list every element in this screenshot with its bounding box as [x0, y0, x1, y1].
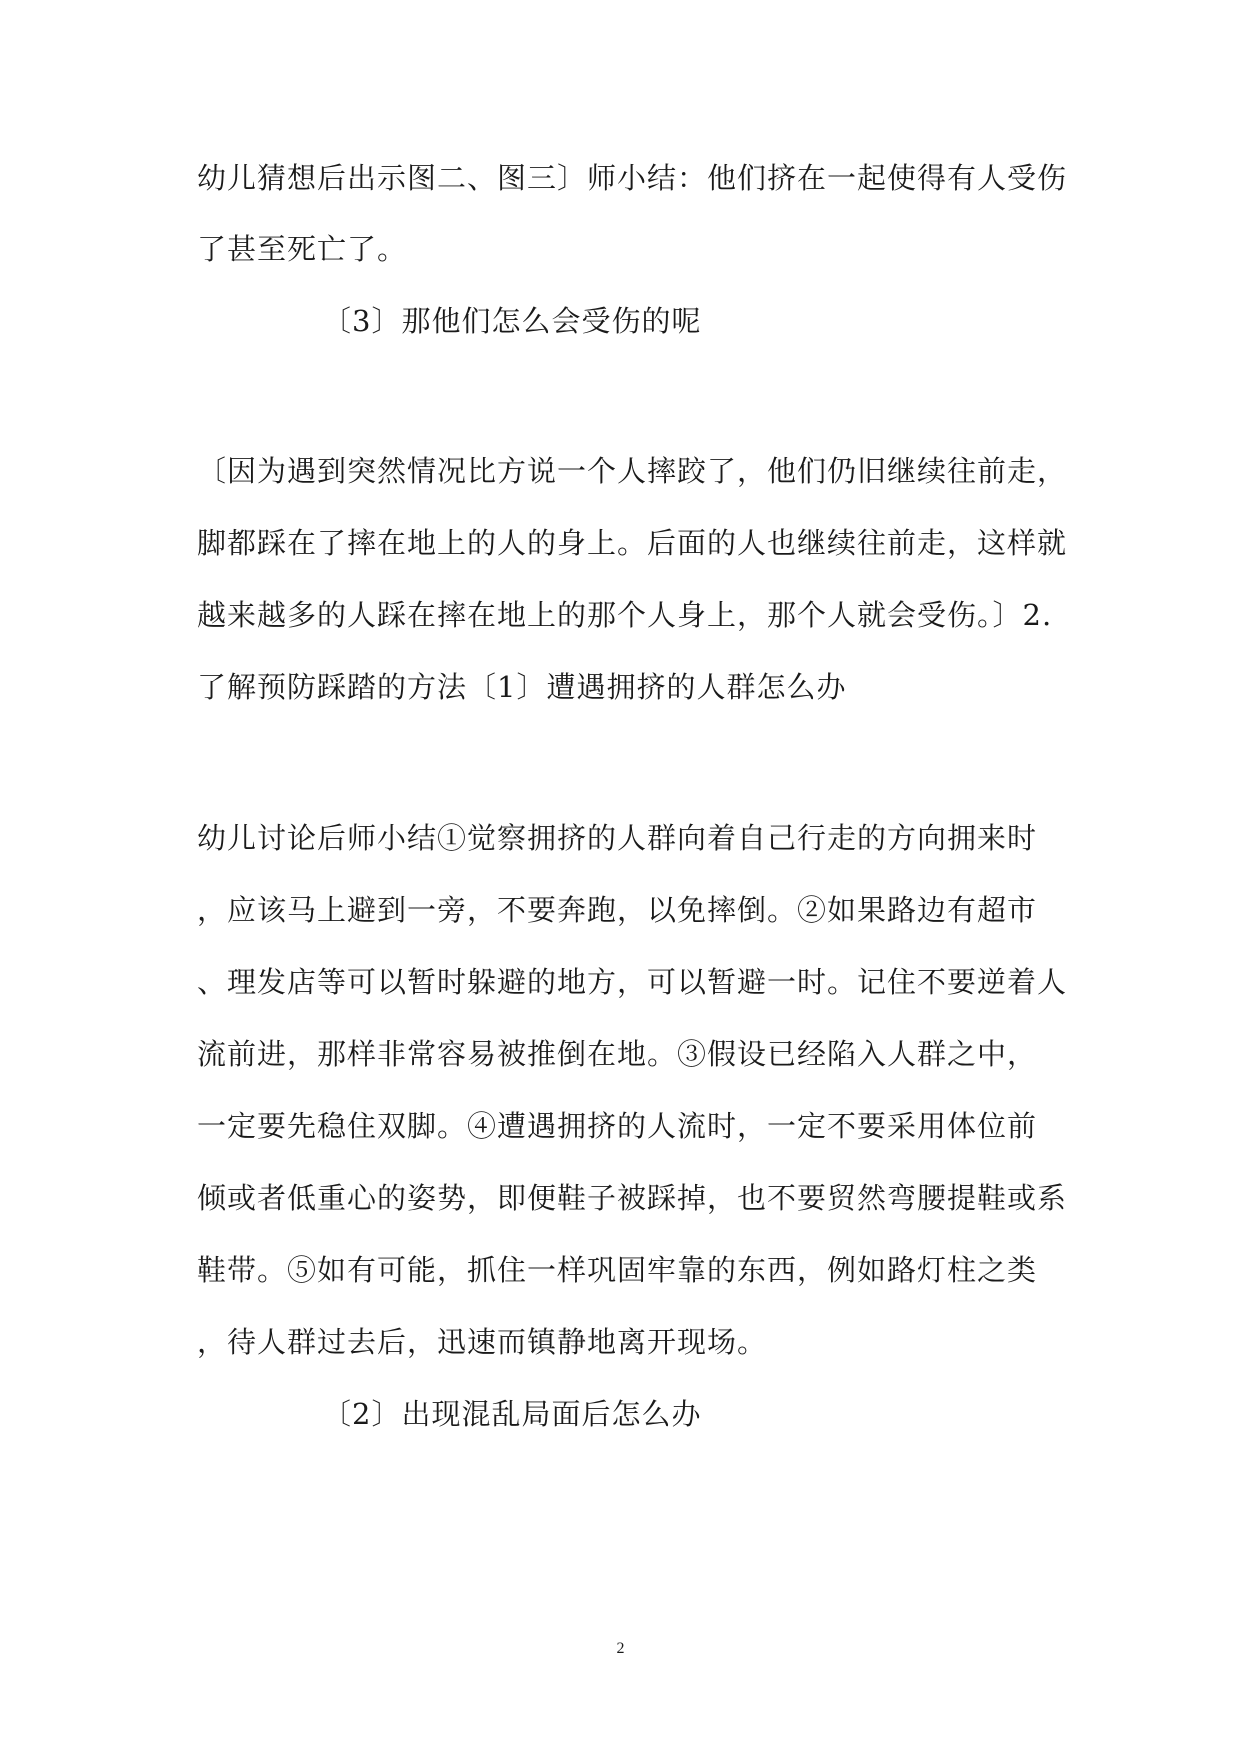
text-line: 脚都踩在了摔在地上的人的身上。后面的人也继续往前走，这样就 [197, 526, 1068, 560]
text-line: 、理发店等可以暂时躲避的地方，可以暂避一时。记住不要逆着人 [197, 965, 1068, 999]
text-line: 倾或者低重心的姿势，即便鞋子被踩掉，也不要贸然弯腰提鞋或系 [197, 1181, 1068, 1215]
page-number: 2 [616, 1640, 625, 1657]
text-line: 〔3〕那他们怎么会受伤的呢 [322, 304, 702, 338]
text-line: 幼儿讨论后师小结①觉察拥挤的人群向着自己行走的方向拥来时 [197, 821, 1038, 855]
text-line: 了甚至死亡了。 [197, 232, 408, 266]
text-line: 越来越多的人踩在摔在地上的那个人身上，那个人就会受伤。〕2. [197, 598, 1053, 632]
text-line: 鞋带。⑤如有可能，抓住一样巩固牢靠的东西，例如路灯柱之类 [197, 1253, 1038, 1287]
text-line: 〔2〕出现混乱局面后怎么办 [322, 1397, 702, 1431]
text-line: 〔因为遇到突然情况比方说一个人摔跤了，他们仍旧继续往前走， [197, 454, 1068, 488]
text-line: 了解预防踩踏的方法〔1〕遭遇拥挤的人群怎么办 [197, 670, 847, 704]
text-line: ，待人群过去后，迅速而镇静地离开现场。 [197, 1325, 768, 1359]
text-line: 幼儿猜想后出示图二、图三〕师小结：他们挤在一起使得有人受伤 [197, 161, 1068, 195]
text-line: ，应该马上避到一旁，不要奔跑，以免摔倒。②如果路边有超市 [197, 893, 1038, 927]
text-line: 一定要先稳住双脚。④遭遇拥挤的人流时，一定不要采用体位前 [197, 1109, 1038, 1143]
text-line: 流前进，那样非常容易被推倒在地。③假设已经陷入人群之中， [197, 1037, 1038, 1071]
